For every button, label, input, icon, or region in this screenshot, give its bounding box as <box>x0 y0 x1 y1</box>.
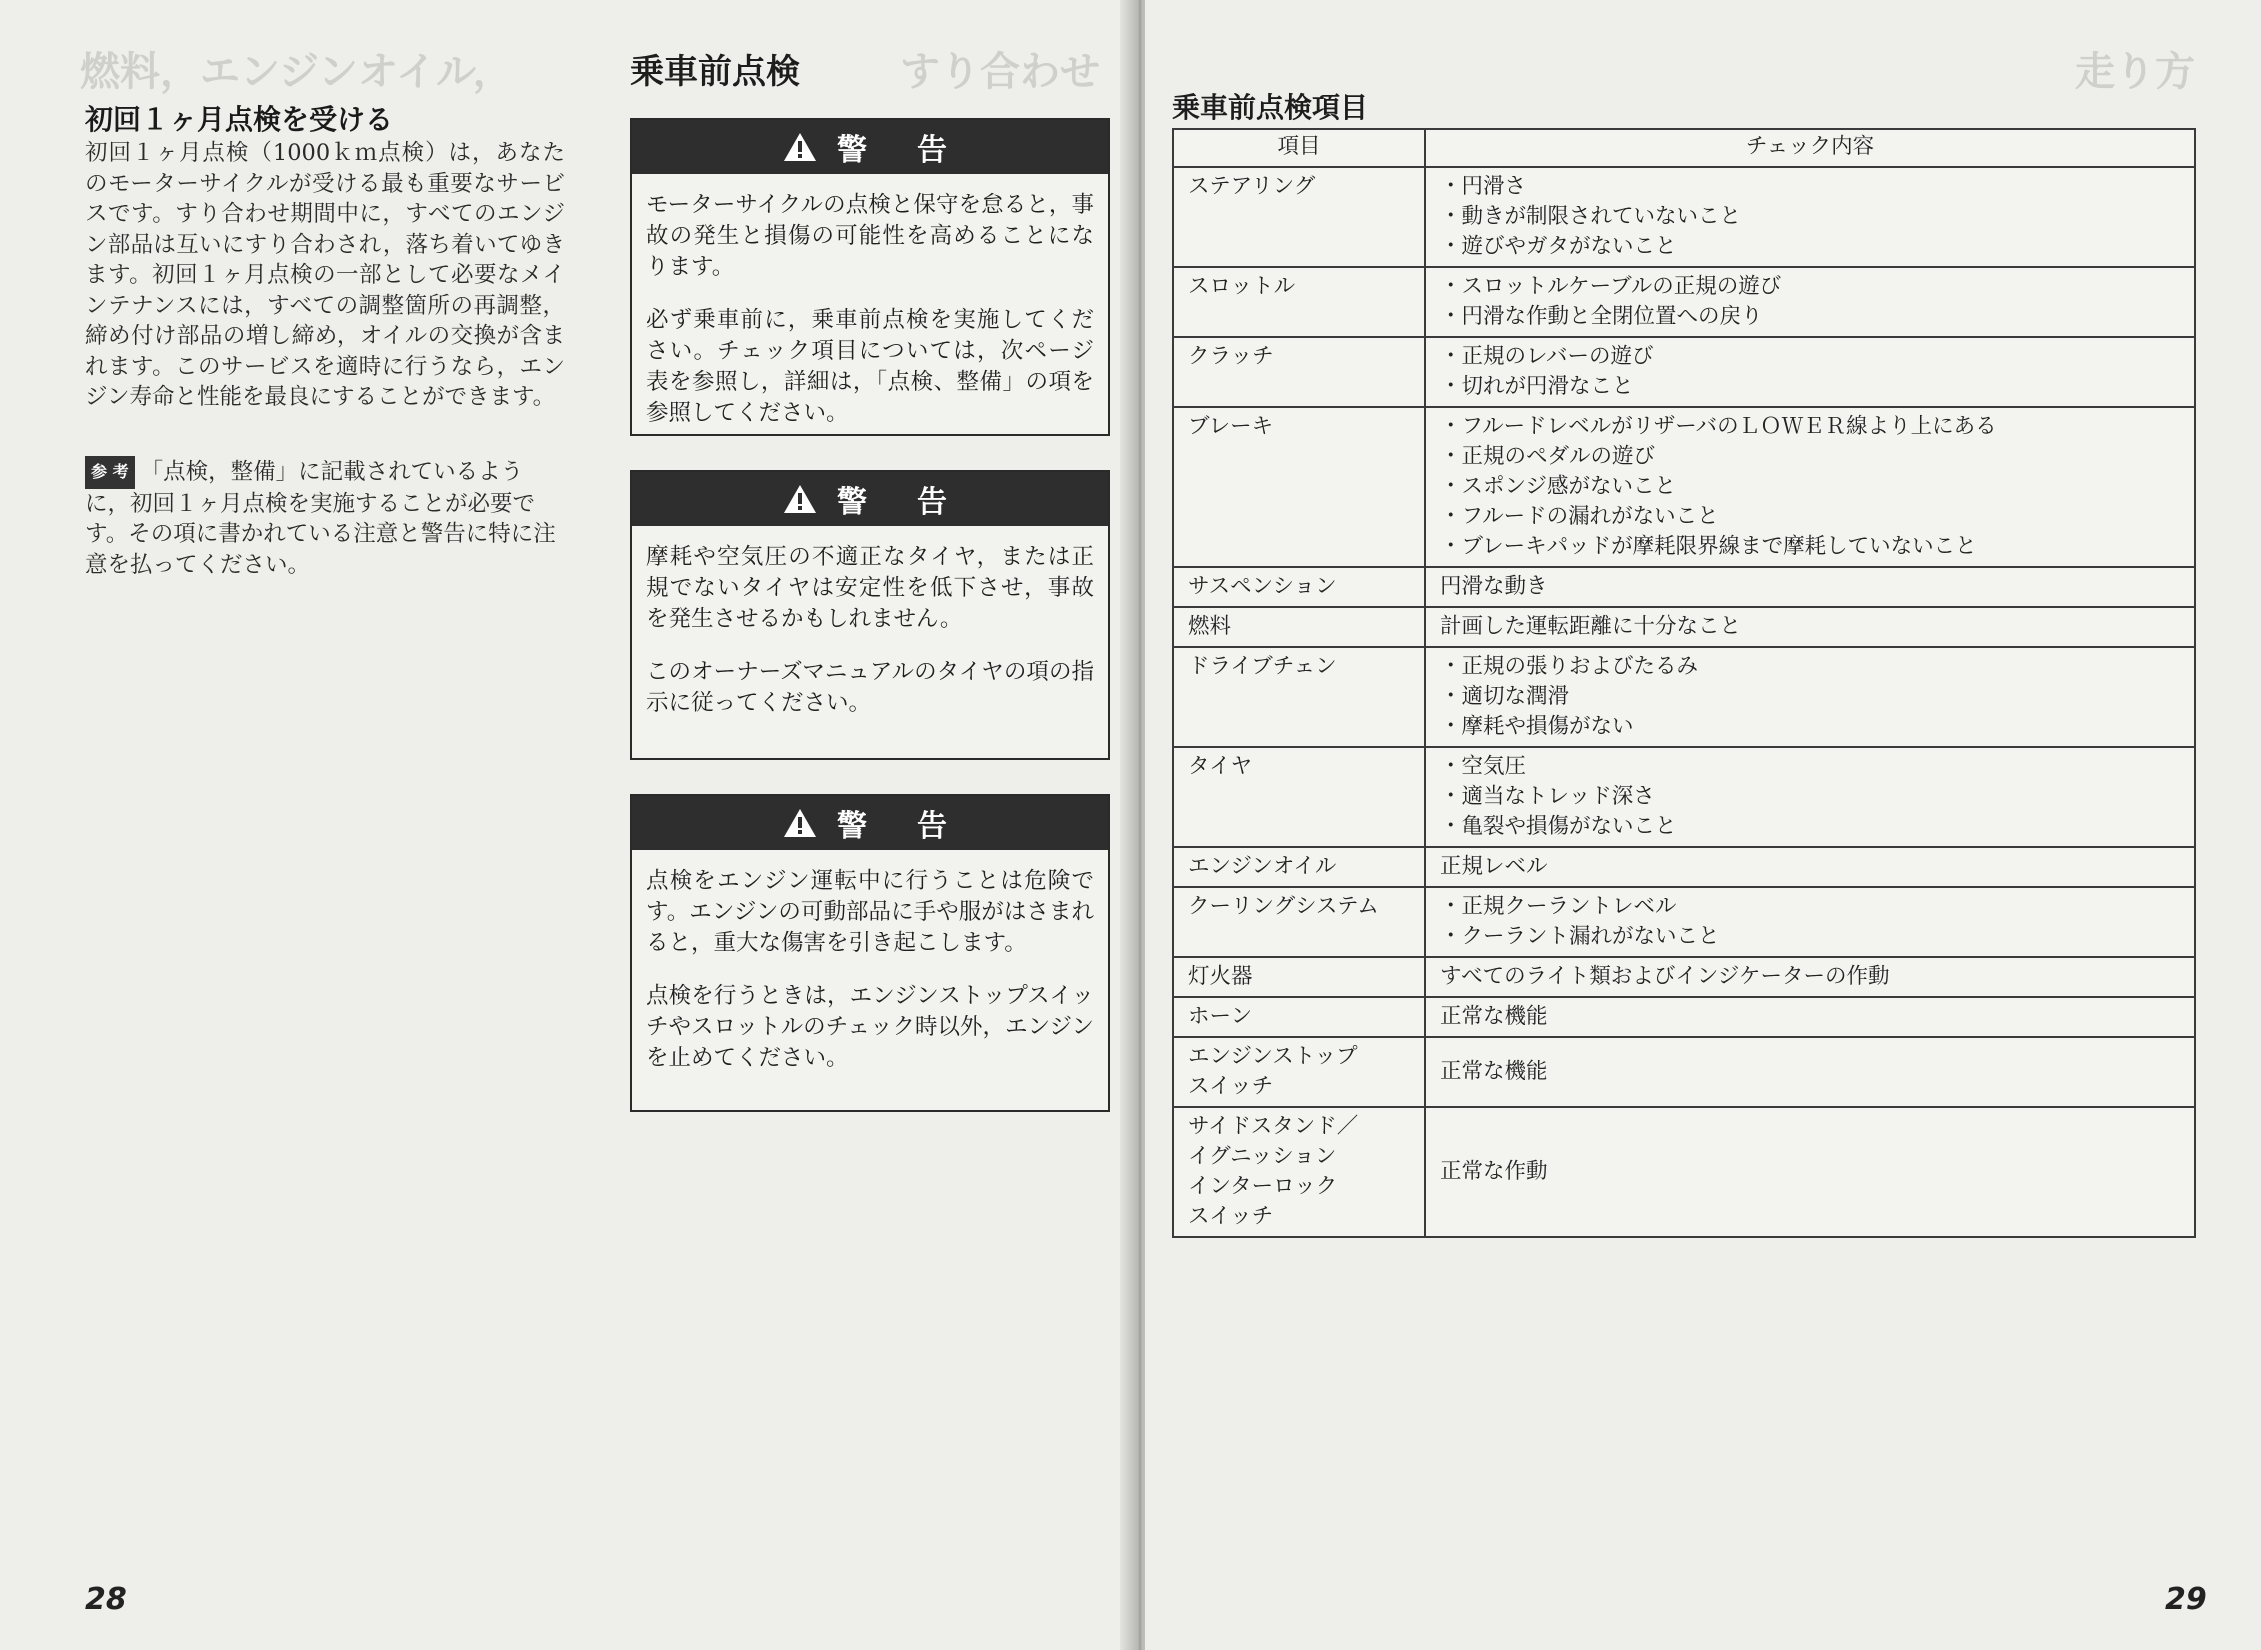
table-header-row <box>1173 129 2195 167</box>
check-point: ・遊びやガタがないこと <box>1440 234 1677 259</box>
column-header-item: 項目 <box>1173 129 1425 167</box>
bleed-through-text: 走り方 <box>2075 49 2195 95</box>
check-point: ・円滑な作動と全閉位置への戻り <box>1440 304 1763 329</box>
check-list <box>1440 612 2180 642</box>
warning-text: 必ず乗車前に，乗車前点検を実施してください。チェック項目については，次ページ表を参照し，詳細は，「点検、整備」の項を参照してください。 <box>646 307 1094 426</box>
warning-text: 点検を行うときは，エンジンストップスイッチやスロットルのチェック時以外，エンジンを止めてください。 <box>646 983 1094 1071</box>
check-item-cell: ドライブチェン <box>1173 647 1425 747</box>
subheading: 初回１ヶ月点検を受ける <box>85 103 394 136</box>
warning-text: このオーナーズマニュアルのタイヤの項の指示に従ってください。 <box>646 659 1094 716</box>
check-item-cell: ホーン <box>1173 997 1425 1037</box>
table-row <box>1173 337 2195 407</box>
check-content-cell <box>1425 747 2195 847</box>
table-row <box>1173 167 2195 267</box>
page-number: 28 <box>85 1582 127 1617</box>
check-point: ・正規の張りおよびたるみ <box>1440 654 1699 679</box>
check-content-cell <box>1425 567 2195 607</box>
check-item-cell: 灯火器 <box>1173 957 1425 997</box>
warning-header <box>632 472 1108 526</box>
warning-box-engine-running <box>630 794 1110 1112</box>
check-point: ・亀裂や損傷がないこと <box>1440 814 1677 839</box>
warning-header <box>632 796 1108 850</box>
table-row <box>1173 607 2195 647</box>
check-point: 円滑な動き <box>1440 574 1548 599</box>
table-row <box>1173 997 2195 1037</box>
table-row <box>1173 1037 2195 1107</box>
warning-title: 警 告 <box>837 485 957 520</box>
check-item-cell: サイドスタンド／ イグニッション インターロック スイッチ <box>1173 1107 1425 1237</box>
check-content-cell <box>1425 1037 2195 1107</box>
check-point: ・摩耗や損傷がない <box>1440 714 1634 739</box>
check-list <box>1440 1057 2180 1087</box>
check-content-cell <box>1425 607 2195 647</box>
warning-box-tires <box>630 470 1110 760</box>
warning-title: 警 告 <box>837 809 957 844</box>
table-row <box>1173 647 2195 747</box>
check-point: 正規レベル <box>1440 854 1548 879</box>
check-list <box>1440 172 2180 262</box>
check-point: ・スポンジ感がないこと <box>1440 474 1676 499</box>
check-item-cell: サスペンション <box>1173 567 1425 607</box>
bleed-through-text: すり合わせ <box>900 49 1100 95</box>
check-content-cell <box>1425 847 2195 887</box>
check-point: ・適切な潤滑 <box>1440 684 1570 709</box>
check-point: ・スロットルケーブルの正規の遊び <box>1440 274 1782 299</box>
check-content-cell <box>1425 1107 2195 1237</box>
warning-triangle-icon <box>783 132 817 162</box>
check-item-cell: タイヤ <box>1173 747 1425 847</box>
check-list <box>1440 342 2180 402</box>
warning-text: 点検をエンジン運転中に行うことは危険です。エンジンの可動部品に手や服がはさまれると，重大な傷害を引き起こします。 <box>646 868 1094 956</box>
check-point: ・適当なトレッド深さ <box>1440 784 1655 809</box>
check-content-cell <box>1425 407 2195 567</box>
check-content-cell <box>1425 267 2195 337</box>
warning-triangle-icon <box>783 484 817 514</box>
page-number: 29 <box>2165 1582 2207 1617</box>
table-title: 乗車前点検項目 <box>1172 91 1369 124</box>
table-row <box>1173 267 2195 337</box>
check-item-cell: 燃料 <box>1173 607 1425 647</box>
check-list <box>1440 1157 2180 1187</box>
table-row <box>1173 887 2195 957</box>
check-point: ・ブレーキパッドが摩耗限界線まで摩耗していないこと <box>1440 534 1977 559</box>
check-item-cell: ステアリング <box>1173 167 1425 267</box>
check-list <box>1440 962 2180 992</box>
check-point: すべてのライト類およびインジケーターの作動 <box>1440 964 1890 989</box>
check-item-cell: エンジンオイル <box>1173 847 1425 887</box>
warning-text: 摩耗や空気圧の不適正なタイヤ，または正規でないタイヤは安定性を低下させ，事故を発生させるかもしれません。 <box>646 544 1094 632</box>
note-text: 「点検，整備」に記載されているように，初回１ヶ月点検を実施することが必要です。その項に書かれている注意と警告に特に注意を払ってください。 <box>85 459 556 578</box>
check-content-cell <box>1425 167 2195 267</box>
check-point: ・フルードレベルがリザーバのＬＯＷＥＲ線より上にある <box>1440 414 1997 439</box>
table-row <box>1173 847 2195 887</box>
check-point: ・空気圧 <box>1440 754 1527 779</box>
check-list <box>1440 892 2180 952</box>
check-point: 正常な作動 <box>1440 1159 1548 1184</box>
check-list <box>1440 852 2180 882</box>
check-point: ・クーラント漏れがないこと <box>1440 924 1720 949</box>
check-point: 計画した運転距離に十分なこと <box>1440 614 1742 639</box>
check-item-cell: クラッチ <box>1173 337 1425 407</box>
check-point: ・フルードの漏れがないこと <box>1440 504 1719 529</box>
warning-title: 警 告 <box>837 133 957 168</box>
table-row <box>1173 407 2195 567</box>
check-point: 正常な機能 <box>1440 1059 1548 1084</box>
check-item-cell: スロットル <box>1173 267 1425 337</box>
note-tag: 参 考 <box>85 456 135 489</box>
table-row <box>1173 567 2195 607</box>
intro-paragraph: 初回１ヶ月点検（1000ｋｍ点検）は，あなたのモーターサイクルが受ける最も重要なサービスです。すり合わせ期間中に，すべてのエンジン部品は互いにすり合わされ，落ち着いてゆきます。初回１ヶ月点検の一部として必要なメインテナンスには，すべての調整箇所の再調整，締め付け部品の増し締め，オイルの交換が含まれます。このサービスを適時に行うなら，エンジン寿命と性能を最良にすることができます。 <box>85 140 565 410</box>
check-point: ・動きが制限されていないこと <box>1440 204 1742 229</box>
check-content-cell <box>1425 957 2195 997</box>
warning-text: モーターサイクルの点検と保守を怠ると，事故の発生と損傷の可能性を高めることになります。 <box>646 192 1094 280</box>
check-content-cell <box>1425 337 2195 407</box>
warning-box-maintenance <box>630 118 1110 436</box>
section-title: 乗車前点検 <box>630 52 800 92</box>
check-point: ・円滑さ <box>1440 174 1527 199</box>
check-content-cell <box>1425 647 2195 747</box>
check-point: ・正規のレバーの遊び <box>1440 344 1654 369</box>
check-point: ・切れが円滑なこと <box>1440 374 1634 399</box>
check-content-cell <box>1425 887 2195 957</box>
table-row <box>1173 1107 2195 1237</box>
check-list <box>1440 272 2180 332</box>
table-row <box>1173 747 2195 847</box>
warning-header <box>632 120 1108 174</box>
check-point: ・正規クーラントレベル <box>1440 894 1677 919</box>
warning-triangle-icon <box>783 808 817 838</box>
check-list <box>1440 752 2180 842</box>
check-item-cell: クーリングシステム <box>1173 887 1425 957</box>
check-list <box>1440 1002 2180 1032</box>
check-content-cell <box>1425 997 2195 1037</box>
check-point: 正常な機能 <box>1440 1004 1548 1029</box>
check-list <box>1440 652 2180 742</box>
check-list <box>1440 412 2180 562</box>
check-item-cell: エンジンストップ スイッチ <box>1173 1037 1425 1107</box>
column-header-check: チェック内容 <box>1425 129 2195 167</box>
bleed-through-text: 燃料，エンジンオイル， <box>80 49 513 95</box>
check-point: ・正規のペダルの遊び <box>1440 444 1656 469</box>
pre-ride-check-table <box>1172 128 2196 1238</box>
note-block <box>85 456 565 580</box>
check-item-cell: ブレーキ <box>1173 407 1425 567</box>
table-body <box>1173 167 2195 1237</box>
check-list <box>1440 572 2180 602</box>
table-row <box>1173 957 2195 997</box>
